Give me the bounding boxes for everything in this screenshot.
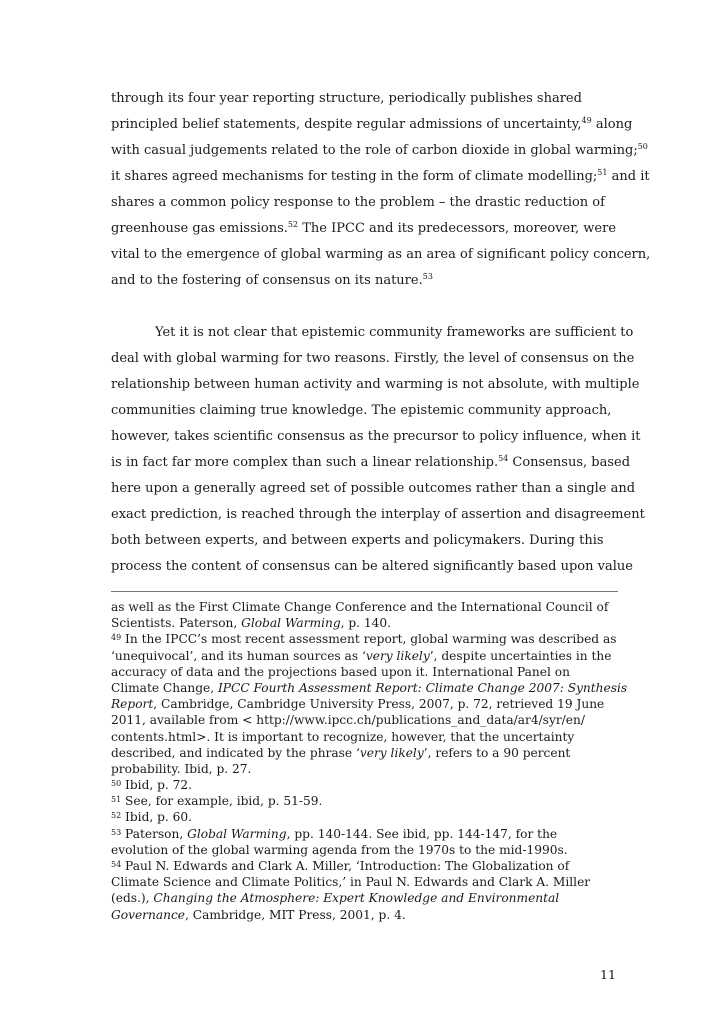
text-line: and to the fostering of consensus on its nature.$^{53}$ xyxy=(111,272,433,288)
footnotes xyxy=(111,599,628,923)
text-line: both between experts, and between experts and policymakers. During this xyxy=(111,533,604,548)
text-line: with casual judgements related to the role of carbon dioxide in global warming;$^{50}$ xyxy=(111,142,648,158)
footnote-line: 2011, available from < http://www.ipcc.ch/publications_and_data/ar4/syr/en/ xyxy=(111,713,585,728)
footnote-line: Report, Cambridge, Cambridge University Press, 2007, p. 72, retrieved 19 June xyxy=(111,697,605,712)
footnote-line: contents.html>. It is important to recognize, however, that the uncertainty xyxy=(111,729,575,744)
footnote-line: evolution of the global warming agenda from the 1970s to the mid-1990s. xyxy=(111,842,568,857)
footnote-line: Governance, Cambridge, MIT Press, 2001, p. 4. xyxy=(111,907,406,922)
body-text xyxy=(111,86,651,580)
text-line: deal with global warming for two reasons. Firstly, the level of consensus on the xyxy=(111,351,635,366)
text-line: exact prediction, is reached through the interplay of assertion and disagreement xyxy=(111,507,645,522)
footnote-number: 54 xyxy=(111,860,122,869)
footnote-separator xyxy=(111,591,618,592)
footnote-line: as well as the First Climate Change Conference and the International Council of xyxy=(111,600,609,614)
footnote-line: $^{50}$ Ibid, p. 72. xyxy=(111,778,193,793)
footnote-line: $^{52}$ Ibid, p. 60. xyxy=(111,810,193,825)
footnote-marker[interactable]: 51 xyxy=(597,168,608,177)
text-line: principled belief statements, despite regular admissions of uncertainty,$^{49}$ along xyxy=(111,116,633,132)
footnote-marker[interactable]: 53 xyxy=(422,272,433,281)
text-line: process the content of consensus can be altered significantly based upon value xyxy=(111,559,633,574)
text-line: shares a common policy response to the problem – the drastic reduction of xyxy=(111,195,605,210)
paragraph xyxy=(111,86,651,294)
footnote-line: Climate Science and Climate Politics,’ in Paul N. Edwards and Clark A. Miller xyxy=(111,875,591,890)
text-line: vital to the emergence of global warming as an area of significant policy concern, xyxy=(111,247,651,262)
text-line: however, takes scientific consensus as the precursor to policy influence, when it xyxy=(111,429,641,444)
footnote-number: 52 xyxy=(111,811,122,821)
text-line: relationship between human activity and warming is not absolute, with multiple xyxy=(111,377,640,392)
footnote-line: described, and indicated by the phrase ‘very likely’, refers to a 90 percent xyxy=(111,745,571,760)
page-number: 11 xyxy=(600,967,616,982)
footnote-line: $^{53}$ Paterson, Global Warming, pp. 140-144. See ibid, pp. 144-147, for the xyxy=(111,826,558,841)
footnote-marker[interactable]: 50 xyxy=(637,142,648,151)
footnote-line: probability. Ibid, p. 27. xyxy=(111,761,252,776)
footnote-marker[interactable]: 49 xyxy=(581,116,592,125)
footnote-marker[interactable]: 54 xyxy=(498,454,509,463)
text-line: through its four year reporting structure, periodically publishes shared xyxy=(111,91,582,106)
footnote-line: $^{49}$ In the IPCC’s most recent assessment report, global warming was described as xyxy=(111,632,617,647)
footnote-number: 49 xyxy=(111,633,122,643)
footnote-number: 51 xyxy=(111,795,122,805)
footnote-line: accuracy of data and the projections based upon it. International Panel on xyxy=(111,664,570,679)
text-line: communities claiming true knowledge. The epistemic community approach, xyxy=(111,403,612,418)
footnote-marker[interactable]: 52 xyxy=(287,220,299,229)
footnote-line: ‘unequivocal’, and its human sources as ‘very likely’, despite uncertainties in the xyxy=(111,648,612,663)
footnote-line: $^{54}$ Paul N. Edwards and Clark A. Miller, ‘Introduction: The Globalization of xyxy=(111,859,570,873)
footnote-number: 50 xyxy=(111,779,122,789)
footnote-line: Climate Change, IPCC Fourth Assessment Report: Climate Change 2007: Synthesis xyxy=(111,680,628,695)
text-line: Yet it is not clear that epistemic community frameworks are sufficient to xyxy=(155,325,634,340)
text-line: greenhouse gas emissions.$^{52}$ The IPCC and its predecessors, moreover, were xyxy=(111,220,617,236)
text-line: is in fact far more complex than such a linear relationship.$^{54}$ Consensus, based xyxy=(111,454,631,470)
text-line: it shares agreed mechanisms for testing in the form of climate modelling;$^{51}$ and it xyxy=(111,168,650,184)
footnote-line: $^{51}$ See, for example, ibid, p. 51-59. xyxy=(111,794,323,809)
footnote-line: Scientists. Paterson, Global Warming, p. 140. xyxy=(111,616,392,631)
footnote-number: 53 xyxy=(111,827,122,837)
text-line: here upon a generally agreed set of possible outcomes rather than a single and xyxy=(111,481,636,496)
footnote-line: (eds.), Changing the Atmosphere: Expert Knowledge and Environmental xyxy=(111,891,560,906)
paragraph xyxy=(111,320,645,580)
